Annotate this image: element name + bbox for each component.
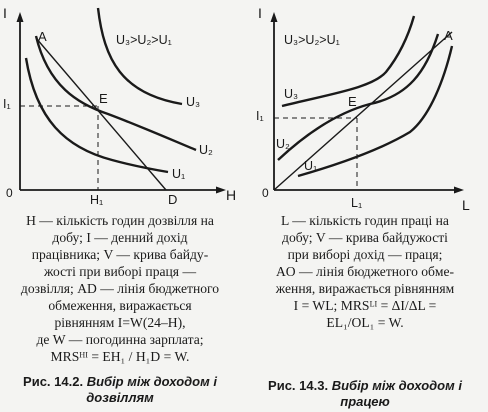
- right-utility-order: U₃>U₂>U₁: [284, 33, 340, 47]
- right-description-line: EL₁/OL₁ = W.: [326, 315, 404, 330]
- left-description-line: обмеження, виражається: [48, 298, 192, 313]
- right-x-arrow: [454, 187, 464, 194]
- left-description-line: добу; I — денний дохід: [52, 230, 188, 245]
- left-figure-number: Рис. 14.2.: [23, 374, 84, 389]
- right-description-line: L — кількість годин праці на: [281, 213, 449, 228]
- left-description: [4, 212, 236, 365]
- right-description-line: при виборі дохід — праця;: [287, 247, 443, 262]
- left-tick-x-label: H₁: [90, 193, 104, 207]
- right-description-line: I = WL; MRSᴸᴵ = ΔI/ΔL =: [293, 298, 437, 313]
- right-figure-number: Рис. 14.3.: [268, 378, 329, 393]
- left-description-line: рівнянням I=W(24–H),: [54, 315, 186, 330]
- left-curve-u2-label: U₂: [199, 143, 213, 157]
- right-curve-u3-label: U₃: [284, 87, 299, 101]
- left-point-d-label: D: [168, 192, 178, 207]
- left-description-line: працівника; V — крива байду-: [31, 247, 209, 262]
- left-origin-label: 0: [6, 186, 13, 200]
- right-description: [244, 212, 486, 331]
- left-figure-title: [2, 374, 238, 405]
- left-axis-x-label: H: [226, 187, 237, 203]
- left-utility-order: U₃>U₂>U₁: [116, 33, 172, 47]
- right-y-arrow: [271, 12, 278, 22]
- left-point-e-label: E: [99, 91, 108, 106]
- right-curve-u2-label: U₂: [276, 137, 290, 151]
- right-curve-u1-label: U₁: [304, 159, 318, 173]
- right-axis-x-label: L: [462, 197, 470, 213]
- right-figure-title-text: працею: [340, 393, 390, 409]
- right-description-line: ження, виражається рівнянням: [275, 281, 455, 296]
- right-curve-u2: [278, 34, 438, 160]
- left-axis-y-label: I: [3, 5, 7, 21]
- right-point-a-label: A: [444, 28, 453, 43]
- right-figure-title: [244, 378, 486, 409]
- right-curve-u1: [298, 46, 452, 176]
- left-description-line: жості при виборі праця —: [43, 264, 197, 279]
- left-description-line: де W — погодинна зарплата;: [36, 332, 204, 347]
- left-curve-u1-label: U₁: [172, 167, 186, 181]
- right-description-line: AO — лінія бюджетного обме-: [275, 264, 455, 279]
- right-description-line: добу; V — крива байдужості: [282, 230, 448, 245]
- right-point-e-label: E: [348, 94, 357, 109]
- right-curve-u3: [282, 16, 414, 106]
- left-description-line: MRSᴴᴵ = EH₁ / H₁D = W.: [50, 349, 190, 364]
- right-tick-x-label: L₁: [351, 196, 363, 210]
- right-origin-label: 0: [262, 186, 269, 200]
- left-figure-title-text: дозвіллям: [86, 389, 154, 405]
- left-figure-title-text: Вибір між доходом і: [86, 374, 217, 389]
- left-description-line: H — кількість годин дозвілля на: [26, 213, 214, 228]
- left-tick-y-label: I₁: [3, 97, 11, 111]
- right-tick-y-label: I₁: [256, 109, 264, 123]
- left-point-a-label: A: [38, 29, 47, 44]
- right-budget-line: [274, 32, 452, 190]
- right-axis-y-label: I: [258, 5, 262, 21]
- right-figure-title-text: Вибір між доходом і: [331, 378, 462, 393]
- left-description-line: дозвілля; AD — лінія бюджетного: [20, 281, 220, 296]
- left-curve-u3-label: U₃: [186, 95, 201, 109]
